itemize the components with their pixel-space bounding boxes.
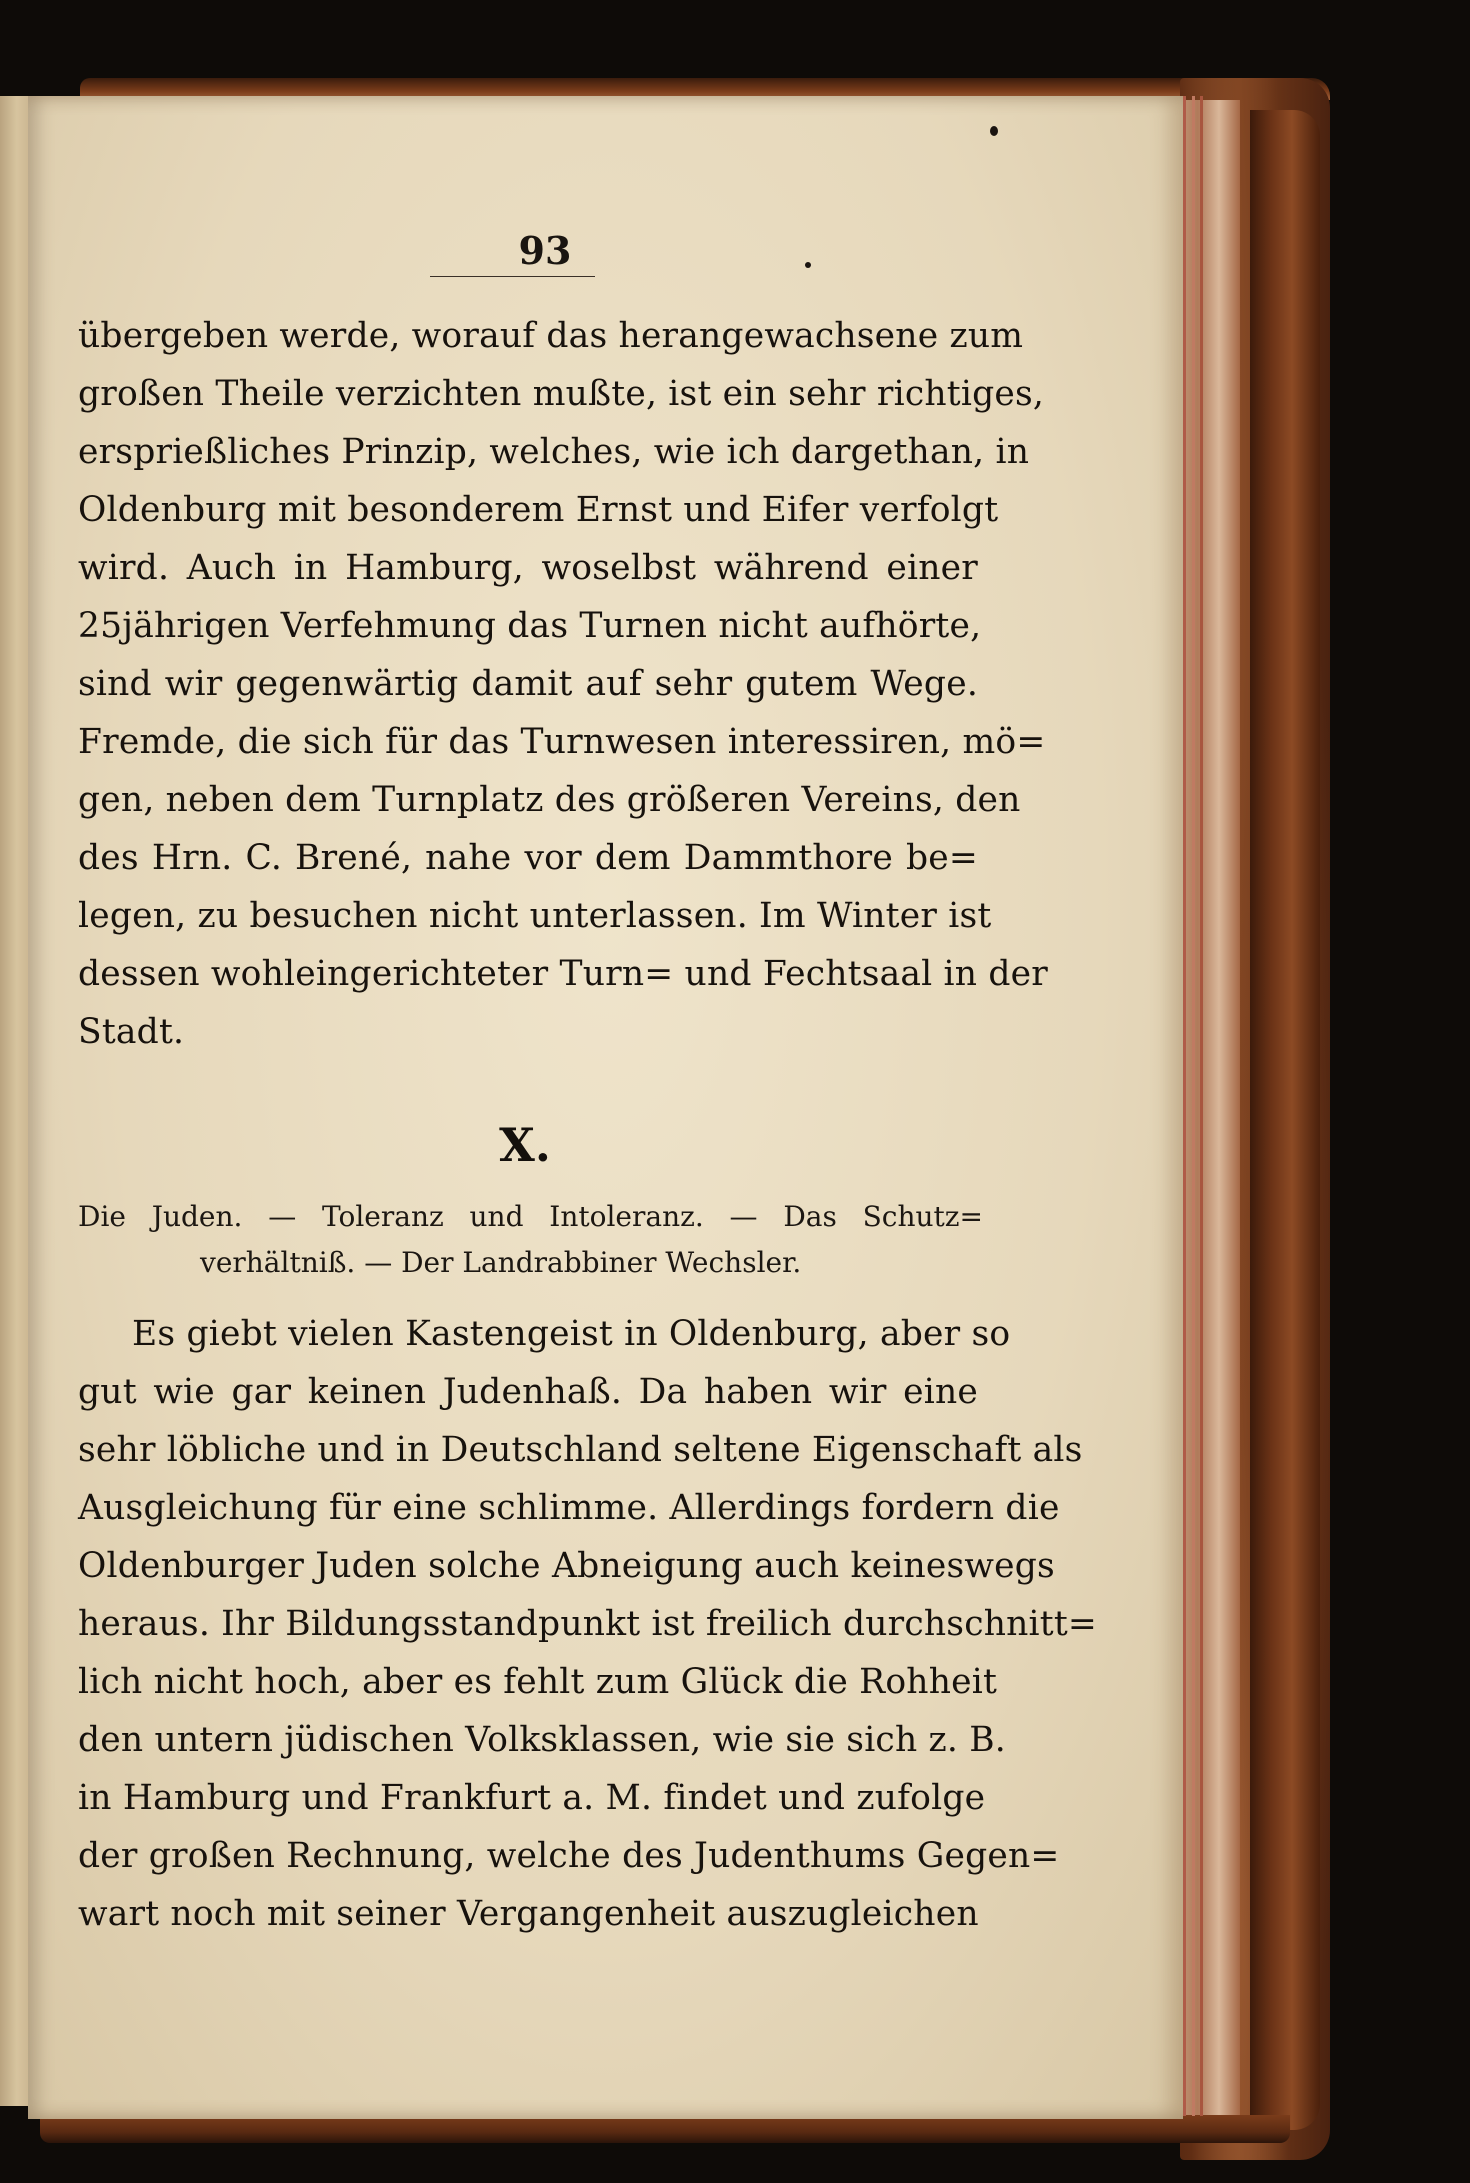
page-edge-line [1200, 96, 1203, 2116]
text-line: ersprießliches Prinzip, welches, wie ich dargethan, in [78, 432, 1030, 472]
text-line: Fremde, die sich für das Turnwesen interessiren, mö= [78, 722, 1046, 762]
text-line: des Hrn. C. Brené, nahe vor dem Dammthore be= [78, 838, 978, 878]
text-line: Es giebt vielen Kastengeist in Oldenburg, aber so [132, 1314, 1011, 1354]
text-line: Oldenburger Juden solche Abneigung auch keineswegs [78, 1546, 1055, 1586]
text-line: Stadt. [78, 1012, 185, 1052]
text-line: sehr löbliche und in Deutschland seltene Eigenschaft als [78, 1430, 1083, 1470]
text-line: in Hamburg und Frankfurt a. M. findet und zufolge [78, 1778, 986, 1818]
facing-page-strip [0, 96, 28, 2106]
text-line: heraus. Ihr Bildungsstandpunkt ist freilich durchschnitt= [78, 1604, 1098, 1644]
text-line: wird. Auch in Hamburg, woselbst während einer [78, 548, 978, 588]
text-line: dessen wohleingerichteter Turn= und Fechtsaal in der [78, 954, 1048, 994]
text-line: der großen Rechnung, welche des Judenthums Gegen= [78, 1836, 1060, 1876]
text-line: lich nicht hoch, aber es fehlt zum Glück die Rohheit [78, 1662, 998, 1702]
page-edge-line [1183, 96, 1186, 2116]
page-edge-line [1192, 96, 1195, 2116]
text-line: gen, neben dem Turnplatz des größeren Vereins, den [78, 780, 1021, 820]
section-summary-line: verhältniß. — Der Landrabbiner Wechsler. [200, 1246, 802, 1279]
text-line: 25jährigen Verfehmung das Turnen nicht aufhörte, [78, 606, 982, 646]
text-line: sind wir gegenwärtig damit auf sehr gutem Wege. [78, 664, 978, 704]
ink-speck [805, 262, 811, 268]
text-line: großen Theile verzichten mußte, ist ein sehr richtiges, [78, 374, 1045, 414]
text-line: übergeben werde, worauf das herangewachsene zum [78, 316, 1024, 356]
page-number: 93 [518, 228, 572, 273]
text-line: Ausgleichung für eine schlimme. Allerdings fordern die [78, 1488, 1060, 1528]
section-number: X. [499, 1118, 551, 1172]
text-line: gut wie gar keinen Judenhaß. Da haben wir eine [78, 1372, 978, 1412]
cover-spine-edge [1250, 110, 1320, 2130]
page-number-rule [430, 276, 595, 277]
ink-speck [990, 126, 998, 136]
text-line: wart noch mit seiner Vergangenheit auszugleichen [78, 1894, 979, 1934]
section-summary-line: Die Juden. — Toleranz und Intoleranz. — Das Schutz= [78, 1200, 983, 1233]
text-line: den untern jüdischen Volksklassen, wie sie sich z. B. [78, 1720, 1006, 1760]
text-line: legen, zu besuchen nicht unterlassen. Im Winter ist [78, 896, 992, 936]
cover-bottom-edge [40, 2115, 1290, 2143]
text-line: Oldenburg mit besonderem Ernst und Eifer verfolgt [78, 490, 999, 530]
